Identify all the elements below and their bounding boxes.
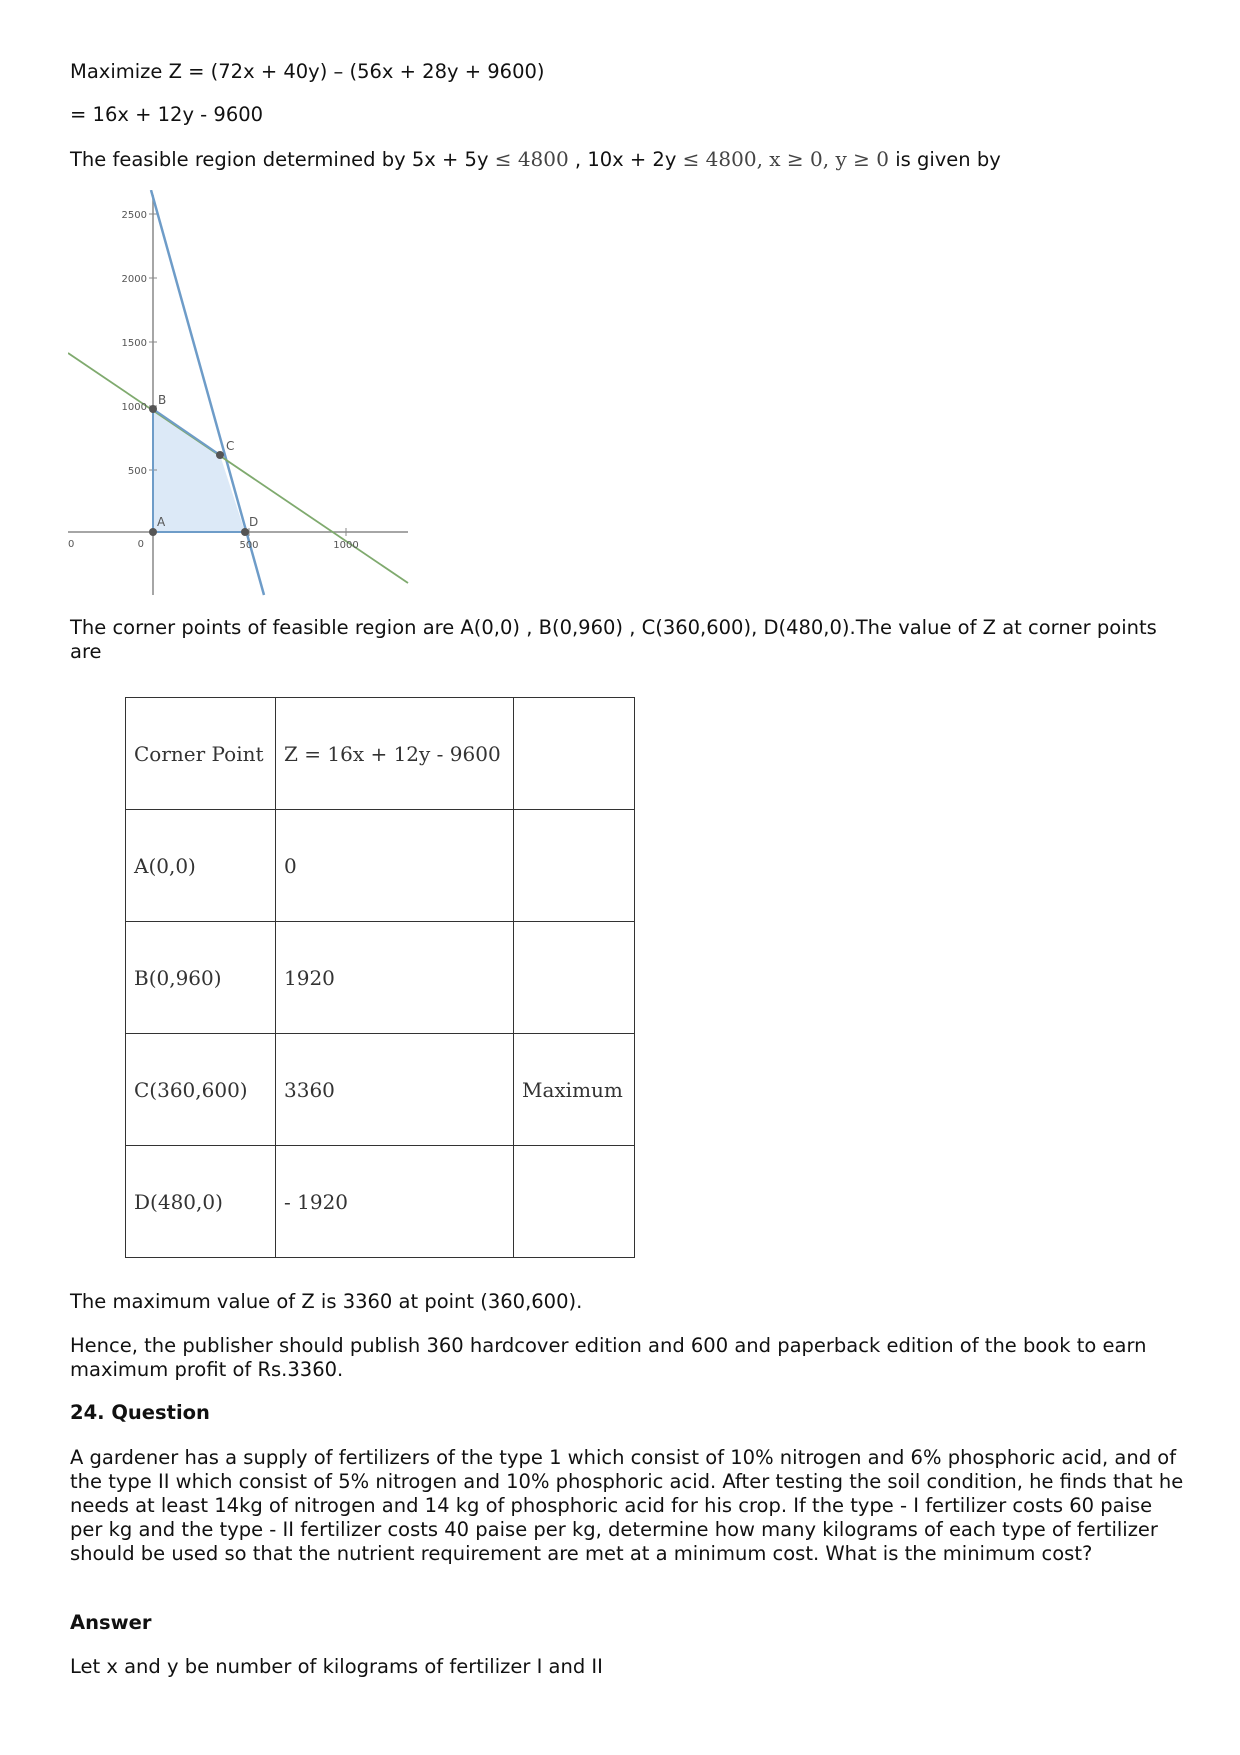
conclusion-text: Hence, the publisher should publish 360 hardcover edition and 600 and paperback edition of the book to earn maximum profit of Rs.3360. bbox=[70, 1334, 1147, 1381]
x-tick-label: 500 bbox=[239, 540, 259, 551]
answer-heading: Answer bbox=[70, 1611, 152, 1634]
table-cell: - 1920 bbox=[276, 1146, 514, 1258]
table-cell: B(0,960) bbox=[126, 922, 276, 1034]
y-tick-label: 2000 bbox=[121, 274, 147, 285]
feasible-prefix: The feasible region determined by 5x + 5y bbox=[70, 148, 489, 171]
feasible-mid: , 10x + 2y bbox=[574, 148, 677, 171]
feasible-region bbox=[153, 409, 245, 532]
table-cell: C(360,600) bbox=[126, 1034, 276, 1146]
constraint-1-bound: ≤ 4800 bbox=[494, 147, 569, 171]
table-row bbox=[126, 922, 635, 1034]
objective-line-1: Maximize Z = (72x + 40y) – (56x + 28y + 9600) bbox=[70, 60, 545, 83]
table-header-cell bbox=[514, 698, 635, 810]
table-cell: 0 bbox=[276, 810, 514, 922]
table-row bbox=[126, 810, 635, 922]
objective-line-2: = 16x + 12y - 9600 bbox=[70, 103, 264, 126]
y-tick-label: 2500 bbox=[121, 210, 147, 221]
table-row bbox=[126, 1034, 635, 1146]
table-cell: 3360 bbox=[276, 1034, 514, 1146]
constraint-2-bound: ≤ 4800, x ≥ 0, y ≥ 0 bbox=[682, 147, 889, 171]
corner-point-b bbox=[149, 405, 157, 413]
corner-points-text: The corner points of feasible region are A(0,0) , B(0,960) , C(360,600), D(480,0).The value of Z at corner points are bbox=[70, 616, 1157, 663]
feasible-region-line bbox=[70, 147, 1001, 172]
y-tick-label: 500 bbox=[127, 466, 147, 477]
point-label-a: A bbox=[157, 515, 166, 529]
point-label-d: D bbox=[249, 515, 259, 529]
corner-point-table bbox=[125, 697, 635, 1258]
table-header-row bbox=[126, 698, 635, 810]
table-cell: D(480,0) bbox=[126, 1146, 276, 1258]
question-heading: 24. Question bbox=[70, 1401, 210, 1424]
corner-point-a bbox=[149, 528, 157, 536]
point-label-c: C bbox=[226, 439, 235, 453]
y-tick-label: 1000 bbox=[121, 402, 147, 413]
question-text: A gardener has a supply of fertilizers of the type 1 which consist of 10% nitrogen and 6% phosphoric acid, and of the type II which consist of 5% nitrogen and 10% phosphoric acid. After testing the soil condition, he finds that he needs at least 14kg of nitrogen and 14 kg of phosphoric acid for his crop. If the type - I fertilizer costs 60 paise per kg and the type - II fertilizer costs 40 paise per kg, determine how many kilograms of each type of fertilizer should be used so that the nutrient requirement are met at a minimum cost. What is the minimum cost? bbox=[70, 1446, 1184, 1565]
maximum-value-text: The maximum value of Z is 3360 at point (360,600). bbox=[70, 1290, 583, 1313]
x-tick-label: 1000 bbox=[333, 540, 359, 551]
table-cell bbox=[514, 1146, 635, 1258]
table-cell: 1920 bbox=[276, 922, 514, 1034]
feasible-region-graph bbox=[68, 190, 413, 600]
table-cell bbox=[514, 922, 635, 1034]
point-label-b: B bbox=[158, 393, 167, 407]
table-cell bbox=[514, 810, 635, 922]
table-header-cell: Z = 16x + 12y - 9600 bbox=[276, 698, 514, 810]
corner-point-c bbox=[216, 451, 224, 459]
table-cell: Maximum bbox=[514, 1034, 635, 1146]
corner-point-d bbox=[241, 528, 249, 536]
table-cell: A(0,0) bbox=[126, 810, 276, 922]
answer-text: Let x and y be number of kilograms of fertilizer I and II bbox=[70, 1655, 603, 1678]
table-row bbox=[126, 1146, 635, 1258]
x-edge-label: 0 bbox=[68, 539, 75, 550]
table-header-cell: Corner Point bbox=[126, 698, 276, 810]
y-tick-label: 0 bbox=[137, 539, 144, 550]
y-tick-label: 1500 bbox=[121, 338, 147, 349]
feasible-suffix: is given by bbox=[895, 148, 1001, 171]
